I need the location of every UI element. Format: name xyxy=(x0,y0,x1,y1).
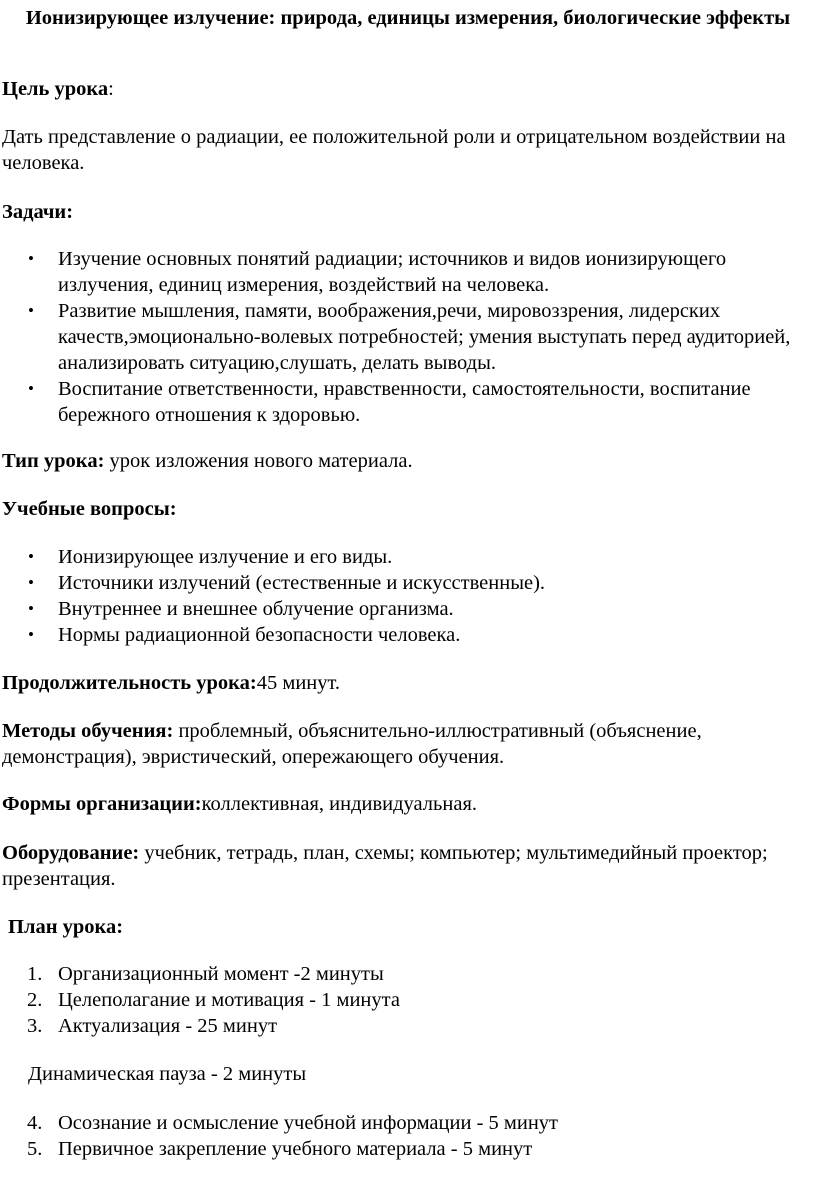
lesson-type-text: урок изложения нового материала. xyxy=(104,450,413,472)
forms-label: Формы организации: xyxy=(2,793,202,815)
list-item xyxy=(0,1013,816,1039)
tasks-heading: Задачи: xyxy=(2,201,74,223)
list-item xyxy=(0,246,816,298)
equipment-label: Оборудование: xyxy=(2,842,140,864)
plan-item-number: 1. xyxy=(27,963,43,985)
plan-item-text: Организационный момент -2 минуты xyxy=(58,963,384,985)
list-item xyxy=(0,596,816,622)
document-title: Ионизирующее излучение: природа, единицы измерения, биологические эффекты xyxy=(25,7,791,29)
list-item xyxy=(0,376,816,428)
list-item xyxy=(0,622,816,648)
plan-item-number: 3. xyxy=(27,1015,43,1037)
lesson-type-label: Тип урока: xyxy=(2,450,105,472)
plan-item-number: 2. xyxy=(27,989,43,1011)
list-item xyxy=(0,570,816,596)
question-item-text: Ионизирующее излучение и его виды. xyxy=(58,546,393,568)
question-item-text: Нормы радиационной безопасности человека. xyxy=(58,624,461,646)
duration-label: Продолжительность урока: xyxy=(2,672,257,694)
dynamic-pause: Динамическая пауза - 2 минуты xyxy=(28,1063,307,1085)
plan-item-text: Первичное закрепление учебного материала - 5 минут xyxy=(58,1138,533,1160)
questions-heading: Учебные вопросы: xyxy=(2,498,177,520)
plan-item-text: Актуализация - 25 минут xyxy=(58,1015,278,1037)
list-item xyxy=(0,987,816,1013)
equipment-text: учебник, тетрадь, план, схемы; компьютер; мультимедийный проектор; презентация. xyxy=(2,842,768,890)
plan-list-first xyxy=(0,961,816,1039)
goal-text: Дать представление о радиации, ее положительной роли и отрицательном воздействии на человека. xyxy=(2,126,786,174)
goal-heading xyxy=(2,76,812,102)
methods-text: проблемный, объяснительно-иллюстративный (объяснение, демонстрация), эвристический, опережающего обучения. xyxy=(2,720,702,768)
question-item-text: Внутреннее и внешнее облучение организма. xyxy=(58,598,454,620)
methods-label: Методы обучения: xyxy=(2,720,174,742)
duration-text: 45 минут. xyxy=(256,672,341,694)
task-item-text: Изучение основных понятий радиации; источников и видов ионизирующего излучения, единиц измерения, воздействий на человека. xyxy=(58,248,727,296)
plan-item-number: 4. xyxy=(27,1112,43,1134)
task-item-text: Воспитание ответственности, нравственности, самостоятельности, воспитание бережного отношения к здоровью. xyxy=(58,378,751,426)
lesson-type xyxy=(2,448,812,474)
duration xyxy=(2,670,812,696)
plan-item-text: Осознание и осмысление учебной информации - 5 минут xyxy=(58,1112,559,1134)
list-item xyxy=(0,961,816,987)
plan-item-number: 5. xyxy=(27,1138,43,1160)
forms xyxy=(2,791,812,817)
methods xyxy=(2,718,812,770)
goal-label: Цель урока xyxy=(2,78,109,100)
plan-heading: План урока: xyxy=(8,916,124,938)
equipment xyxy=(2,840,812,892)
question-item-text: Источники излучений (естественные и искусственные). xyxy=(58,572,546,594)
list-item xyxy=(0,1136,816,1162)
forms-text: коллективная, индивидуальная. xyxy=(201,793,478,815)
plan-item-text: Целеполагание и мотивация - 1 минута xyxy=(58,989,400,1011)
tasks-list xyxy=(0,246,816,428)
plan-list-second xyxy=(0,1110,816,1162)
task-item-text: Развитие мышления, памяти, воображения,речи, мировоззрения, лидерских качеств,эмоционально-волевых потребностей; умения выступать перед аудиторией, анализировать ситуацию,слушать, делать выводы. xyxy=(58,300,791,374)
list-item xyxy=(0,544,816,570)
list-item xyxy=(0,298,816,376)
list-item xyxy=(0,1110,816,1136)
questions-list xyxy=(0,544,816,648)
goal-colon: : xyxy=(108,78,114,100)
